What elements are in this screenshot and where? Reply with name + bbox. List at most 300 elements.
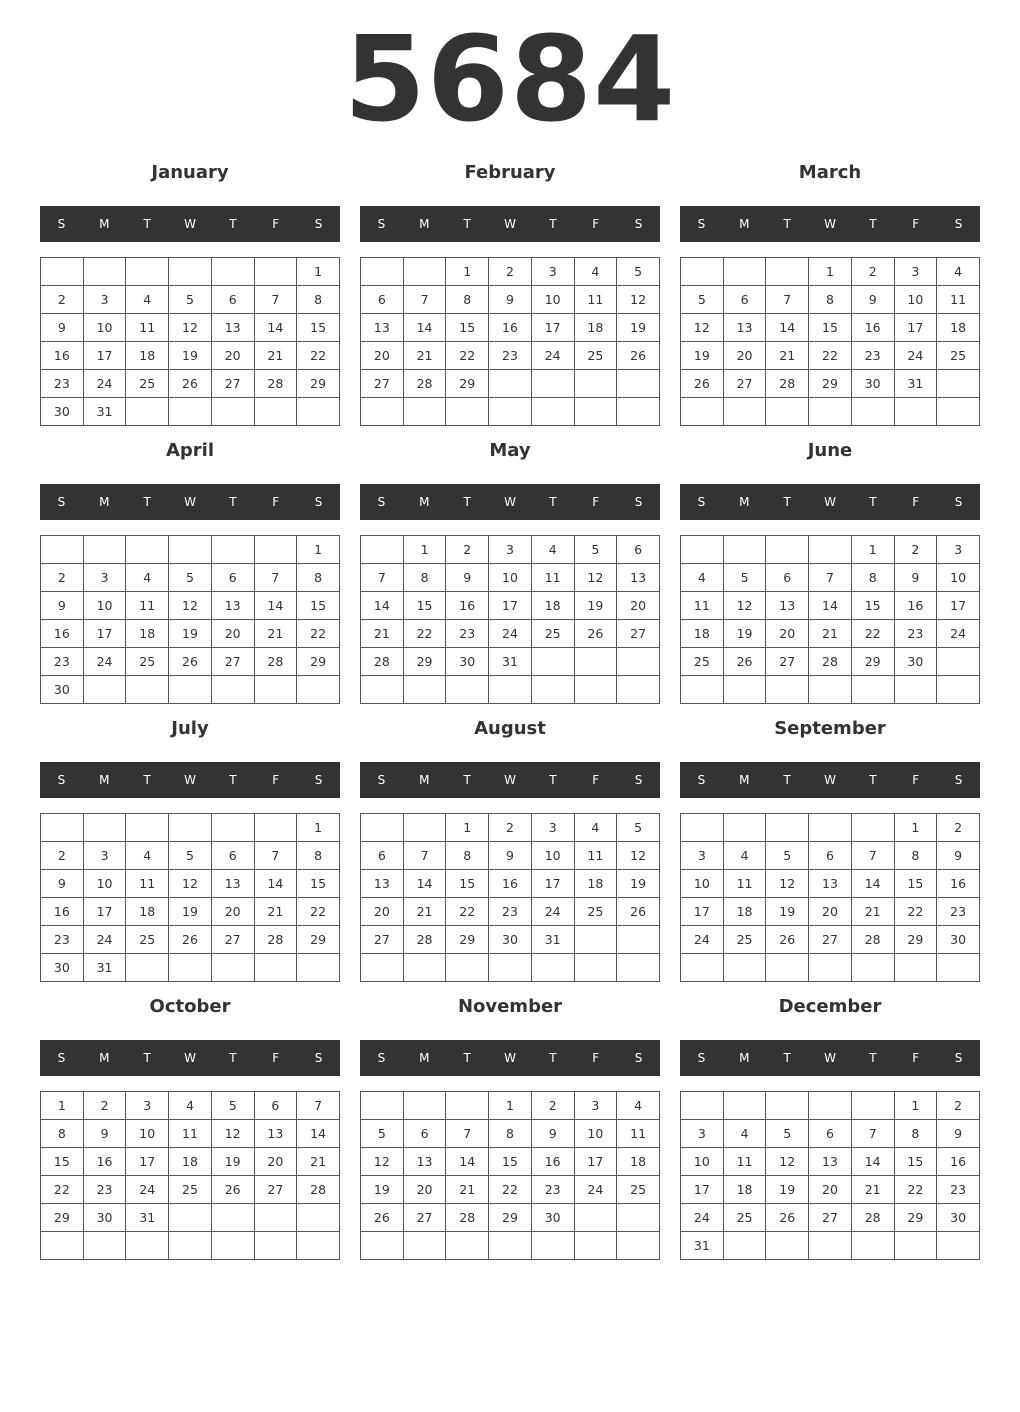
week-row [41, 1092, 340, 1120]
day-grid [360, 1091, 660, 1260]
week-row [41, 842, 340, 870]
day-cell: 18 [531, 592, 574, 620]
day-cell: 10 [937, 564, 980, 592]
day-cell [723, 258, 766, 286]
day-cell [937, 370, 980, 398]
week-row [41, 370, 340, 398]
week-row [681, 954, 980, 982]
day-grid [680, 257, 980, 426]
day-cell: 25 [126, 926, 169, 954]
day-cell [403, 1232, 446, 1260]
week-row [361, 1092, 660, 1120]
day-cell: 23 [894, 620, 937, 648]
day-cell: 10 [83, 592, 126, 620]
day-cell [169, 1232, 212, 1260]
weekday-label: W [824, 217, 836, 231]
day-cell: 14 [297, 1120, 340, 1148]
day-cell: 13 [361, 870, 404, 898]
day-cell: 28 [809, 648, 852, 676]
day-cell: 19 [361, 1176, 404, 1204]
day-cell: 4 [574, 258, 617, 286]
weekday-label: S [697, 1051, 706, 1065]
day-cell [489, 398, 532, 426]
day-cell: 29 [297, 370, 340, 398]
day-cell: 15 [446, 314, 489, 342]
day-cell: 1 [489, 1092, 532, 1120]
day-cell [254, 954, 297, 982]
day-cell [723, 1092, 766, 1120]
day-cell [574, 1204, 617, 1232]
day-cell [851, 676, 894, 704]
day-cell: 30 [937, 1204, 980, 1232]
day-cell: 3 [531, 258, 574, 286]
week-row [41, 1176, 340, 1204]
weekday-header [360, 1040, 660, 1076]
day-cell: 5 [617, 258, 660, 286]
day-cell: 24 [681, 1204, 724, 1232]
day-cell: 5 [766, 842, 809, 870]
month-name: January [151, 162, 229, 183]
day-cell [531, 1232, 574, 1260]
week-row [681, 592, 980, 620]
weekday-header [680, 762, 980, 798]
weekday-label: F [272, 1051, 280, 1065]
day-cell: 12 [766, 1148, 809, 1176]
day-cell: 11 [681, 592, 724, 620]
weekday-label: S [57, 495, 66, 509]
day-cell: 30 [41, 676, 84, 704]
day-cell: 27 [361, 926, 404, 954]
day-cell [169, 398, 212, 426]
weekday-label: T [869, 217, 877, 231]
day-cell [403, 258, 446, 286]
day-cell: 31 [531, 926, 574, 954]
day-cell: 17 [83, 342, 126, 370]
weekday-label: F [592, 773, 600, 787]
day-cell: 29 [809, 370, 852, 398]
day-cell: 27 [809, 1204, 852, 1232]
week-row [41, 676, 340, 704]
weekday-header [680, 206, 980, 242]
week-row [361, 1204, 660, 1232]
day-cell: 14 [446, 1148, 489, 1176]
day-cell: 4 [126, 842, 169, 870]
weekday-label: T [143, 773, 151, 787]
day-cell: 4 [531, 536, 574, 564]
day-cell [489, 1232, 532, 1260]
day-cell: 26 [361, 1204, 404, 1232]
day-cell: 19 [723, 620, 766, 648]
day-cell: 3 [937, 536, 980, 564]
week-row [681, 342, 980, 370]
day-cell: 28 [403, 926, 446, 954]
day-cell: 25 [169, 1176, 212, 1204]
day-cell: 6 [617, 536, 660, 564]
weekday-label: T [869, 773, 877, 787]
weekday-label: T [549, 773, 557, 787]
day-cell: 16 [894, 592, 937, 620]
day-cell: 3 [83, 286, 126, 314]
weekday-label: S [634, 773, 643, 787]
weekday-label: M [419, 495, 430, 509]
weekday-label: W [824, 495, 836, 509]
month-name: February [464, 162, 556, 183]
weekday-label: S [377, 495, 386, 509]
weekday-label: F [272, 773, 280, 787]
day-cell: 27 [617, 620, 660, 648]
week-row [681, 258, 980, 286]
day-cell: 8 [403, 564, 446, 592]
day-cell: 19 [211, 1148, 254, 1176]
day-cell: 24 [531, 342, 574, 370]
weekday-label: S [314, 1051, 323, 1065]
weekday-label: F [272, 217, 280, 231]
week-row [681, 370, 980, 398]
day-cell: 25 [681, 648, 724, 676]
day-cell: 31 [83, 954, 126, 982]
day-cell: 13 [211, 314, 254, 342]
day-cell [723, 536, 766, 564]
day-cell: 10 [894, 286, 937, 314]
day-cell: 5 [681, 286, 724, 314]
week-row [361, 592, 660, 620]
week-row [361, 870, 660, 898]
day-cell [41, 258, 84, 286]
day-cell: 29 [894, 1204, 937, 1232]
day-cell: 9 [894, 564, 937, 592]
day-cell: 22 [489, 1176, 532, 1204]
day-cell: 6 [403, 1120, 446, 1148]
week-row [41, 1148, 340, 1176]
day-cell [937, 954, 980, 982]
day-cell: 14 [766, 314, 809, 342]
day-cell: 23 [851, 342, 894, 370]
day-cell: 9 [41, 592, 84, 620]
week-row [41, 1232, 340, 1260]
day-cell: 13 [723, 314, 766, 342]
day-cell: 9 [851, 286, 894, 314]
weekday-label: T [229, 495, 237, 509]
day-cell: 20 [361, 898, 404, 926]
day-cell [169, 676, 212, 704]
day-cell: 26 [766, 1204, 809, 1232]
day-cell: 27 [211, 926, 254, 954]
day-cell: 29 [489, 1204, 532, 1232]
day-cell: 17 [83, 620, 126, 648]
day-cell: 11 [126, 870, 169, 898]
day-grid [360, 535, 660, 704]
weekday-label: W [504, 1051, 516, 1065]
day-cell [169, 1204, 212, 1232]
day-cell: 30 [531, 1204, 574, 1232]
day-cell: 17 [681, 898, 724, 926]
day-cell: 27 [723, 370, 766, 398]
day-cell: 13 [211, 870, 254, 898]
week-row [681, 564, 980, 592]
day-cell [126, 954, 169, 982]
day-grid [360, 257, 660, 426]
day-cell: 20 [361, 342, 404, 370]
day-cell: 4 [937, 258, 980, 286]
day-cell: 14 [403, 314, 446, 342]
week-row [361, 370, 660, 398]
weekday-label: F [592, 217, 600, 231]
day-cell: 16 [937, 1148, 980, 1176]
day-cell [83, 814, 126, 842]
day-cell: 2 [41, 564, 84, 592]
day-grid [40, 535, 340, 704]
day-cell [766, 258, 809, 286]
day-cell: 4 [723, 1120, 766, 1148]
day-cell: 2 [83, 1092, 126, 1120]
week-row [41, 1204, 340, 1232]
day-cell: 4 [574, 814, 617, 842]
day-cell: 5 [617, 814, 660, 842]
day-cell [894, 676, 937, 704]
day-cell [681, 1092, 724, 1120]
day-cell: 15 [297, 314, 340, 342]
day-cell: 11 [723, 1148, 766, 1176]
day-cell: 30 [41, 954, 84, 982]
day-cell: 20 [211, 620, 254, 648]
day-cell [361, 1232, 404, 1260]
weekday-label: S [314, 217, 323, 231]
day-cell: 24 [83, 648, 126, 676]
week-row [681, 842, 980, 870]
weekday-label: W [824, 1051, 836, 1065]
day-cell: 19 [766, 898, 809, 926]
day-cell: 30 [41, 398, 84, 426]
day-cell: 20 [211, 898, 254, 926]
day-cell: 15 [489, 1148, 532, 1176]
day-cell: 13 [617, 564, 660, 592]
day-cell: 4 [169, 1092, 212, 1120]
day-cell: 29 [894, 926, 937, 954]
day-cell: 11 [937, 286, 980, 314]
week-row [361, 1176, 660, 1204]
weekday-label: S [377, 773, 386, 787]
day-cell: 5 [211, 1092, 254, 1120]
day-cell: 4 [126, 564, 169, 592]
weekday-label: S [954, 773, 963, 787]
day-cell [809, 676, 852, 704]
day-cell: 13 [809, 1148, 852, 1176]
day-cell: 9 [41, 870, 84, 898]
day-cell: 12 [169, 592, 212, 620]
week-row [361, 898, 660, 926]
weekday-label: W [184, 495, 196, 509]
week-row [361, 314, 660, 342]
day-cell: 3 [83, 564, 126, 592]
day-cell [574, 926, 617, 954]
week-row [41, 954, 340, 982]
week-row [681, 926, 980, 954]
day-cell: 27 [254, 1176, 297, 1204]
day-cell: 6 [254, 1092, 297, 1120]
week-row [361, 258, 660, 286]
day-cell: 7 [766, 286, 809, 314]
day-cell: 28 [766, 370, 809, 398]
day-cell: 9 [446, 564, 489, 592]
day-cell: 18 [937, 314, 980, 342]
week-row [41, 342, 340, 370]
day-cell: 18 [574, 870, 617, 898]
day-cell: 19 [574, 592, 617, 620]
day-grid [40, 257, 340, 426]
day-cell: 19 [169, 342, 212, 370]
day-cell [937, 398, 980, 426]
weekday-label: T [783, 217, 791, 231]
day-cell: 9 [937, 1120, 980, 1148]
day-cell: 28 [403, 370, 446, 398]
day-cell: 12 [169, 314, 212, 342]
week-row [361, 564, 660, 592]
day-cell: 15 [446, 870, 489, 898]
day-cell [617, 954, 660, 982]
day-cell: 21 [851, 898, 894, 926]
day-cell [617, 926, 660, 954]
week-row [361, 648, 660, 676]
day-cell: 11 [126, 314, 169, 342]
day-cell: 6 [723, 286, 766, 314]
day-cell [297, 954, 340, 982]
weekday-label: T [549, 217, 557, 231]
day-cell: 18 [126, 620, 169, 648]
week-row [361, 676, 660, 704]
day-cell: 2 [41, 842, 84, 870]
day-cell: 3 [83, 842, 126, 870]
day-cell [126, 536, 169, 564]
day-cell: 7 [361, 564, 404, 592]
day-cell [361, 536, 404, 564]
day-cell: 1 [809, 258, 852, 286]
day-cell: 14 [851, 870, 894, 898]
day-cell: 24 [937, 620, 980, 648]
weekday-label: T [549, 1051, 557, 1065]
day-cell [851, 814, 894, 842]
week-row [361, 1120, 660, 1148]
day-cell: 17 [894, 314, 937, 342]
day-cell: 15 [403, 592, 446, 620]
day-cell: 28 [254, 926, 297, 954]
day-cell: 24 [83, 926, 126, 954]
day-cell: 10 [489, 564, 532, 592]
day-cell: 23 [83, 1176, 126, 1204]
day-cell [766, 1092, 809, 1120]
weekday-label: W [504, 217, 516, 231]
day-cell: 16 [446, 592, 489, 620]
day-cell [211, 398, 254, 426]
week-row [41, 258, 340, 286]
day-cell: 21 [403, 898, 446, 926]
day-cell [254, 536, 297, 564]
weekday-header [360, 484, 660, 520]
day-cell: 20 [617, 592, 660, 620]
day-cell: 3 [126, 1092, 169, 1120]
day-cell [766, 1232, 809, 1260]
weekday-label: T [143, 1051, 151, 1065]
weekday-label: F [912, 773, 920, 787]
day-cell: 11 [126, 592, 169, 620]
day-cell: 13 [254, 1120, 297, 1148]
day-cell: 23 [41, 926, 84, 954]
week-row [41, 814, 340, 842]
day-cell: 31 [489, 648, 532, 676]
day-cell: 29 [297, 926, 340, 954]
day-cell: 15 [894, 870, 937, 898]
day-cell: 23 [489, 898, 532, 926]
day-cell: 19 [169, 620, 212, 648]
day-cell: 27 [211, 370, 254, 398]
day-cell: 17 [574, 1148, 617, 1176]
day-cell: 1 [851, 536, 894, 564]
weekday-label: S [697, 773, 706, 787]
day-cell [681, 676, 724, 704]
day-cell [297, 1232, 340, 1260]
day-cell [83, 536, 126, 564]
day-cell: 7 [403, 842, 446, 870]
day-cell: 14 [254, 314, 297, 342]
day-cell [574, 676, 617, 704]
day-cell [361, 676, 404, 704]
day-cell: 16 [83, 1148, 126, 1176]
month-name: June [807, 440, 853, 461]
day-cell: 28 [446, 1204, 489, 1232]
day-cell: 25 [126, 648, 169, 676]
weekday-label: M [99, 217, 110, 231]
day-cell [211, 814, 254, 842]
day-cell: 24 [531, 898, 574, 926]
weekday-header [40, 484, 340, 520]
weekday-header [40, 1040, 340, 1076]
day-cell: 10 [83, 314, 126, 342]
day-cell: 21 [851, 1176, 894, 1204]
weekday-label: M [99, 773, 110, 787]
weekday-label: T [783, 773, 791, 787]
day-cell: 13 [809, 870, 852, 898]
day-cell: 8 [297, 564, 340, 592]
weekday-label: T [463, 773, 471, 787]
day-cell [574, 1232, 617, 1260]
day-cell: 15 [851, 592, 894, 620]
day-cell: 12 [617, 842, 660, 870]
day-cell: 3 [489, 536, 532, 564]
day-cell [894, 954, 937, 982]
day-cell: 18 [723, 1176, 766, 1204]
day-cell: 24 [83, 370, 126, 398]
day-grid [680, 813, 980, 982]
day-cell: 20 [809, 1176, 852, 1204]
day-cell: 4 [126, 286, 169, 314]
week-row [41, 898, 340, 926]
weekday-label: M [419, 1051, 430, 1065]
day-cell: 21 [446, 1176, 489, 1204]
day-cell [403, 1092, 446, 1120]
week-row [41, 564, 340, 592]
week-row [361, 1232, 660, 1260]
day-cell: 18 [617, 1148, 660, 1176]
weekday-label: F [592, 1051, 600, 1065]
month-name: December [778, 996, 882, 1017]
day-cell: 4 [681, 564, 724, 592]
day-cell: 1 [41, 1092, 84, 1120]
day-cell: 13 [361, 314, 404, 342]
day-cell: 18 [574, 314, 617, 342]
weekday-label: S [634, 217, 643, 231]
day-cell: 13 [211, 592, 254, 620]
day-cell [531, 370, 574, 398]
day-cell: 2 [937, 814, 980, 842]
